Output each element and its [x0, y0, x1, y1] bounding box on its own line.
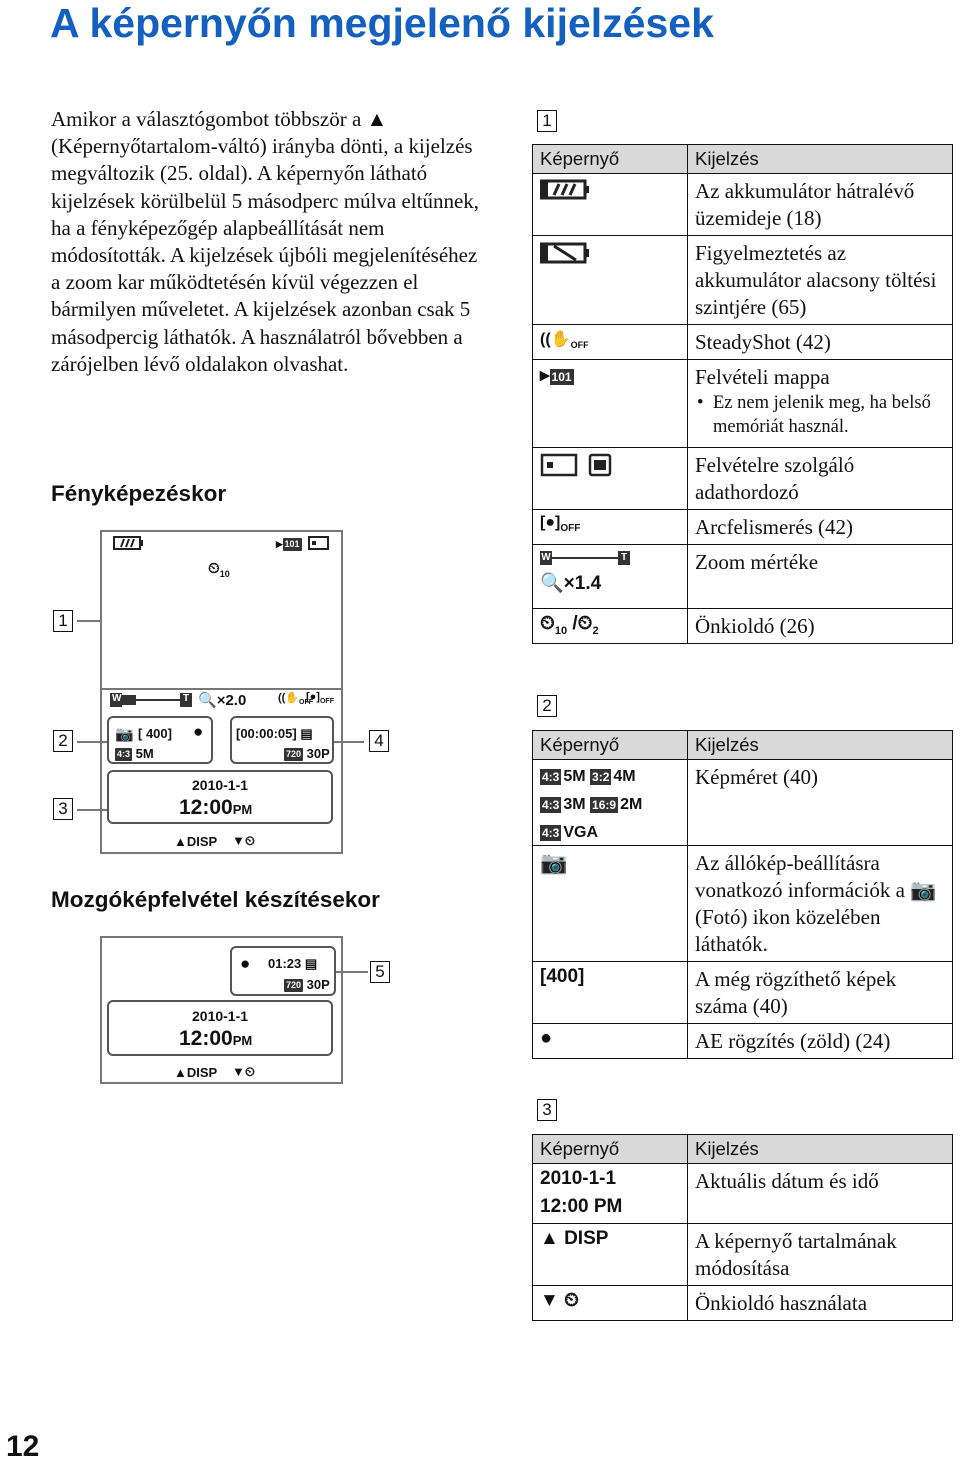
- ae-lock-icon: ●: [193, 722, 204, 741]
- photo-heading: Fényképezéskor: [51, 481, 227, 506]
- self-timer-indicator: ▼⏲: [232, 833, 256, 848]
- label-4: 4: [369, 730, 389, 752]
- ae-lock-icon: ●: [533, 1024, 688, 1059]
- media-icon: [540, 452, 616, 478]
- camera-icon: 📷: [533, 846, 688, 962]
- label-3: 3: [53, 798, 73, 820]
- folder-icon: ▸ 101: [276, 536, 300, 551]
- face-detection-off-icon: $[●]_{OFF}$: [306, 691, 334, 706]
- shots-remaining-icon: [400]: [533, 962, 688, 1024]
- self-timer-indicator: ▼ ⏲: [533, 1286, 688, 1321]
- self-timer-icon: $⏲_{10}$ $/⏲_2$: [533, 609, 688, 644]
- battery-icon: [113, 536, 145, 550]
- leader-line: [77, 620, 100, 622]
- table-2: Képernyő Kijelzés 4:3 5M 3:2 4M 4:3 3M 16:9 2M 4:3 VGA Képméret (40) 📷 Az állókép-beállításra vonatkozó információk a 📷 (Fotó) ikon közelében láthatók. [400] A még rögzíthető képek száma (40) ● AE rögzítés (zöld) (24): [532, 730, 953, 1059]
- battery-low-icon: [540, 240, 590, 266]
- page-title: A képernyőn megjelenő kijelzések: [50, 0, 714, 46]
- disp-indicator: ▲DISP: [174, 834, 218, 849]
- table-1: Képernyő Kijelzés Az akkumulátor hátralévő üzemideje (18) Figyelmeztetés az akkumulátor alacsony töltési szintjére (65) (($✋_{OFF}$ SteadyShot (42) ▸ 101 Felvételi mappa • Ez nem jelenik meg, ha belső memóriát használ. Felvételre szolgáló adathordozó $[●]_{OFF}$ Arcfelismerés (42) W T 🔍×1.4 Zoom mértéke $⏲_{10}$ $/⏲_2$ Önkioldó (26): [532, 144, 953, 644]
- time-display: 12:00 PM: [540, 1196, 623, 1217]
- face-detection-off-icon: $[●]_{OFF}$: [533, 510, 688, 545]
- movie-heading: Mozgóképfelvétel készítésekor: [51, 887, 380, 912]
- label-5: 5: [370, 961, 390, 983]
- camera-icon: 📷: [115, 726, 134, 743]
- label-2: 2: [53, 730, 73, 752]
- table-3: Képernyő Kijelzés 2010-1-1 12:00 PM Aktuális dátum és idő ▲ DISP A képernyő tartalmának módosítása ▼ ⏲ Önkioldó használata: [532, 1134, 953, 1321]
- disp-indicator: ▲ DISP: [533, 1224, 688, 1286]
- zoom-bar: [110, 693, 192, 707]
- page-number: 12: [6, 1430, 40, 1463]
- camera-icon: 📷: [910, 878, 937, 902]
- folder-icon: ▸ 101: [533, 360, 688, 448]
- date-display: 2010-1-1: [540, 1168, 617, 1189]
- zoom-value: 🔍×2.0: [198, 692, 247, 709]
- intro-paragraph: Amikor a választógombot többször a ▲ (Képernyőtartalom-váltó) irányba dönti, a kijelzés megváltozik (25. oldal). A képernyőn látható kijelzések körülbelül 5 másodperc múlva eltűnnek, ha a fényképezőgép alapbeállítását nem módosították. A kijelzések újbóli megjelenítéséhez a zoom kar működtetésén kívül végezzen el bármilyen műveletet. A kijelzések azonban csak 5 másodpercig láthatók. A használatról bővebben a zárójelben lévő oldalakon olvashat.: [51, 107, 480, 376]
- steadyshot-off-icon: (($✋_{OFF}$: [278, 692, 314, 707]
- self-timer-icon: $⏲_{10}$: [208, 560, 230, 579]
- image-size-icons: 4:3 5M 3:2 4M 4:3 3M 16:9 2M 4:3 VGA: [533, 760, 688, 846]
- label-1: 1: [53, 610, 73, 632]
- media-icon: [308, 536, 330, 550]
- zoom-icon: W T 🔍×1.4: [533, 545, 688, 609]
- table1-label: 1: [537, 110, 557, 132]
- battery-icon: [540, 178, 590, 200]
- table3-label: 3: [537, 1099, 557, 1121]
- steadyshot-off-icon: (($✋_{OFF}$: [533, 325, 688, 360]
- table2-label: 2: [537, 695, 557, 717]
